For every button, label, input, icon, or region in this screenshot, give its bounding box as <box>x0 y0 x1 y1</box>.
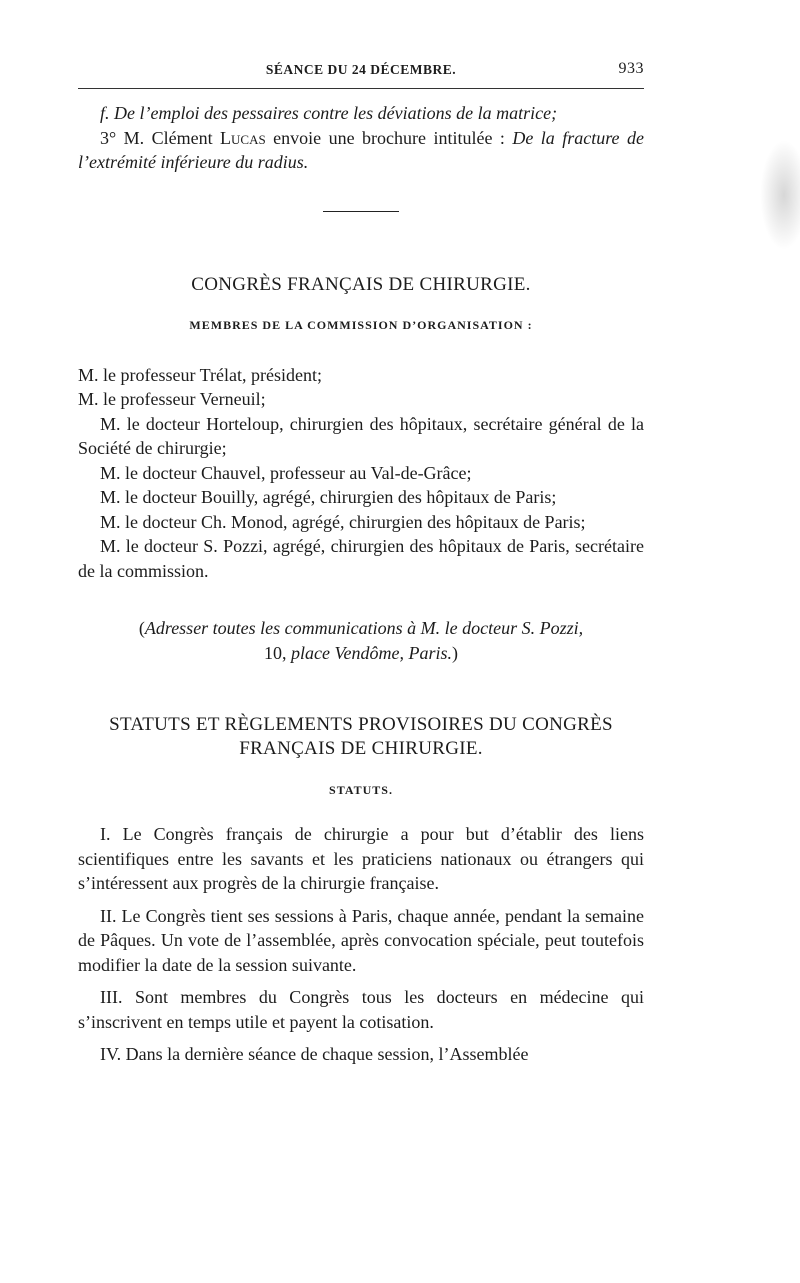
note-close-paren: ) <box>451 642 458 663</box>
item-3-prefix: 3° M. Clément <box>100 127 221 148</box>
running-head-title: SÉANCE DU 24 DÉCEMBRE. <box>265 62 457 77</box>
page-number: 933 <box>618 60 644 77</box>
scan-smudge <box>760 140 800 250</box>
article-3: III. Sont membres du Congrès tous les docteurs en médecine qui s’inscrivent en temps utile et payent la cotisation. <box>78 987 644 1032</box>
paragraph-item-f <box>78 101 644 126</box>
section-divider <box>323 211 399 212</box>
document-page <box>78 60 644 1067</box>
header-rule <box>78 88 644 89</box>
commission-subtitle: MEMBRES DE LA COMMISSION D’ORGANISATION : <box>189 317 533 332</box>
congres-title: CONGRÈS FRANÇAIS DE CHIRURGIE. <box>191 273 531 295</box>
article-2: II. Le Congrès tient ses sessions à Paris, chaque année, pendant la semaine de Pâques. Un vote de l’assemblée, après convocation spéciale, peut toutefois modifier la date de la session suivante. <box>78 905 644 975</box>
member-item: M. le docteur S. Pozzi, agrégé, chirurgien des hôpitaux de Paris, secrétaire de la commission. <box>78 536 644 581</box>
paragraph-item-3 <box>78 126 644 175</box>
article-1: I. Le Congrès français de chirurgie a pour but d’établir des liens scientifiques entre les savants et les praticiens nationaux ou étrangers qui s’intéressent aux progrès de la chirurgie française. <box>78 824 644 893</box>
member-item: M. le docteur Ch. Monod, agrégé, chirurgien des hôpitaux de Paris; <box>100 511 586 532</box>
item-3-title: De la fracture de l’extrémité inférieure du radius. <box>78 127 644 172</box>
member-item: M. le professeur Verneuil; <box>78 389 266 409</box>
item-f-text: f. De l’emploi des pessaires contre les déviations de la matrice; <box>100 103 558 123</box>
item-3-name: Lucas <box>220 127 266 148</box>
member-item: M. le professeur Trélat, président; <box>78 364 322 385</box>
note-line-1: Adresser toutes les communications à M. le docteur S. Pozzi, <box>144 618 584 638</box>
note-number: 10, <box>264 642 292 663</box>
note-line-2: place Vendôme, Paris. <box>291 642 452 663</box>
article-4: IV. Dans la dernière séance de chaque session, l’Assemblée <box>100 1044 529 1064</box>
member-item: M. le docteur Chauvel, professeur au Val-de-Grâce; <box>100 462 472 483</box>
members-list <box>78 363 644 584</box>
running-head <box>78 60 644 82</box>
address-note <box>78 616 644 665</box>
note-open-paren: ( <box>138 618 145 638</box>
member-item: M. le docteur Horteloup, chirurgien des hôpitaux, secrétaire général de la Société de chirurgie; <box>78 413 644 458</box>
statuts-title: STATUTS ET RÈGLEMENTS PROVISOIRES DU CONGRÈS FRANÇAIS DE CHIRURGIE. <box>109 714 613 759</box>
statuts-subtitle: STATUTS. <box>329 783 393 797</box>
item-3-mid: envoie une brochure intitulée : <box>265 127 513 148</box>
member-item: M. le docteur Bouilly, agrégé, chirurgien des hôpitaux de Paris; <box>100 487 557 507</box>
